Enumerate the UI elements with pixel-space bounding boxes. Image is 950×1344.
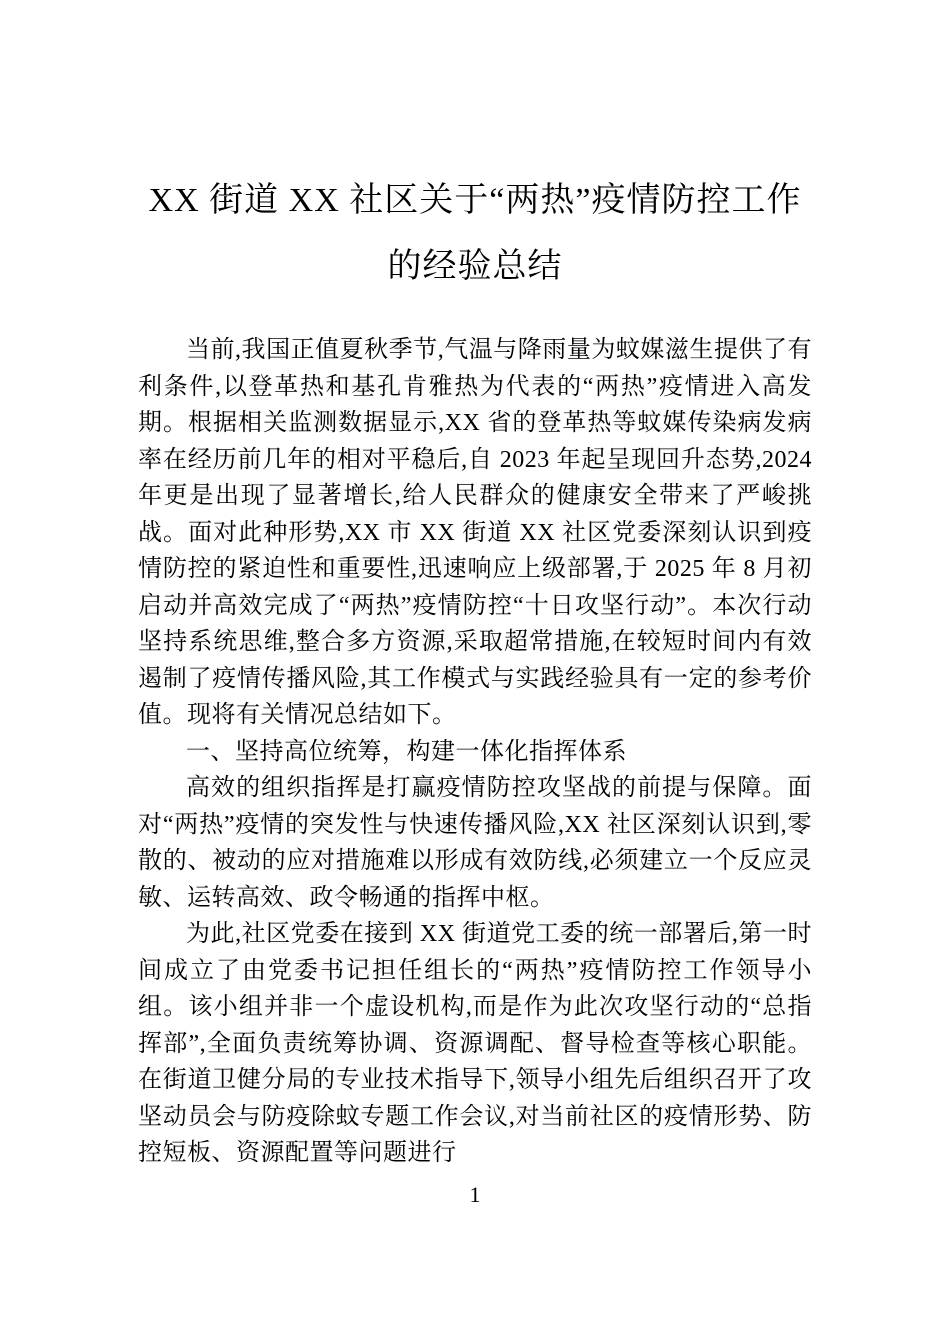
paragraph-section1-overview: 高效的组织指挥是打赢疫情防控攻坚战的前提与保障。面对“两热”疫情的突发性与快速传播风险,XX 社区深刻认识到,零散的、被动的应对措施难以形成有效防线,必须建立一个反应灵敏、运转高效、政令畅通的指挥中枢。 <box>138 775 812 911</box>
page-number: 1 <box>469 1182 481 1207</box>
paragraph-section1-detail: 为此,社区党委在接到 XX 街道党工委的统一部署后,第一时间成立了由党委书记担任组长的“两热”疫情防控工作领导小组。该小组并非一个虚设机构,而是作为此次攻坚行动的“总指挥部”,全面负责统筹协调、资源调配、督导检查等核心职能。在街道卫健分局的专业技术指导下,领导小组先后组织召开了攻坚动员会与防疫除蚊专题工作会议,对当前社区的疫情形势、防控短板、资源配置等问题进行 <box>138 921 812 1166</box>
section-heading-1: 一、坚持高位统筹，构建一体化指挥体系 <box>186 738 627 765</box>
document-title: XX 街道 XX 社区关于“两热”疫情防控工作的经验总结 <box>148 182 802 285</box>
paragraph-intro: 当前,我国正值夏秋季节,气温与降雨量为蚊媒滋生提供了有利条件,以登革热和基孔肯雅热为代表的“两热”疫情进入高发期。根据相关监测数据显示,XX 省的登革热等蚊媒传染病发病率在经历前几年的相对平稳后,自 2023 年起呈现回升态势,2024 年更是出现了显著增长,给人民群众的健康安全带来了严峻挑战。面对此种形势,XX 市 XX 街道 XX 社区党委深刻认识到疫情防控的紧迫性和重要性,迅速响应上级部署,于 2025 年 8 月初启动并高效完成了“两热”疫情防控“十日攻坚行动”。本次行动坚持系统思维,整合多方资源,采取超常措施,在较短时间内有效遏制了疫情传播风险,其工作模式与实践经验具有一定的参考价值。现将有关情况总结如下。 <box>138 337 812 728</box>
